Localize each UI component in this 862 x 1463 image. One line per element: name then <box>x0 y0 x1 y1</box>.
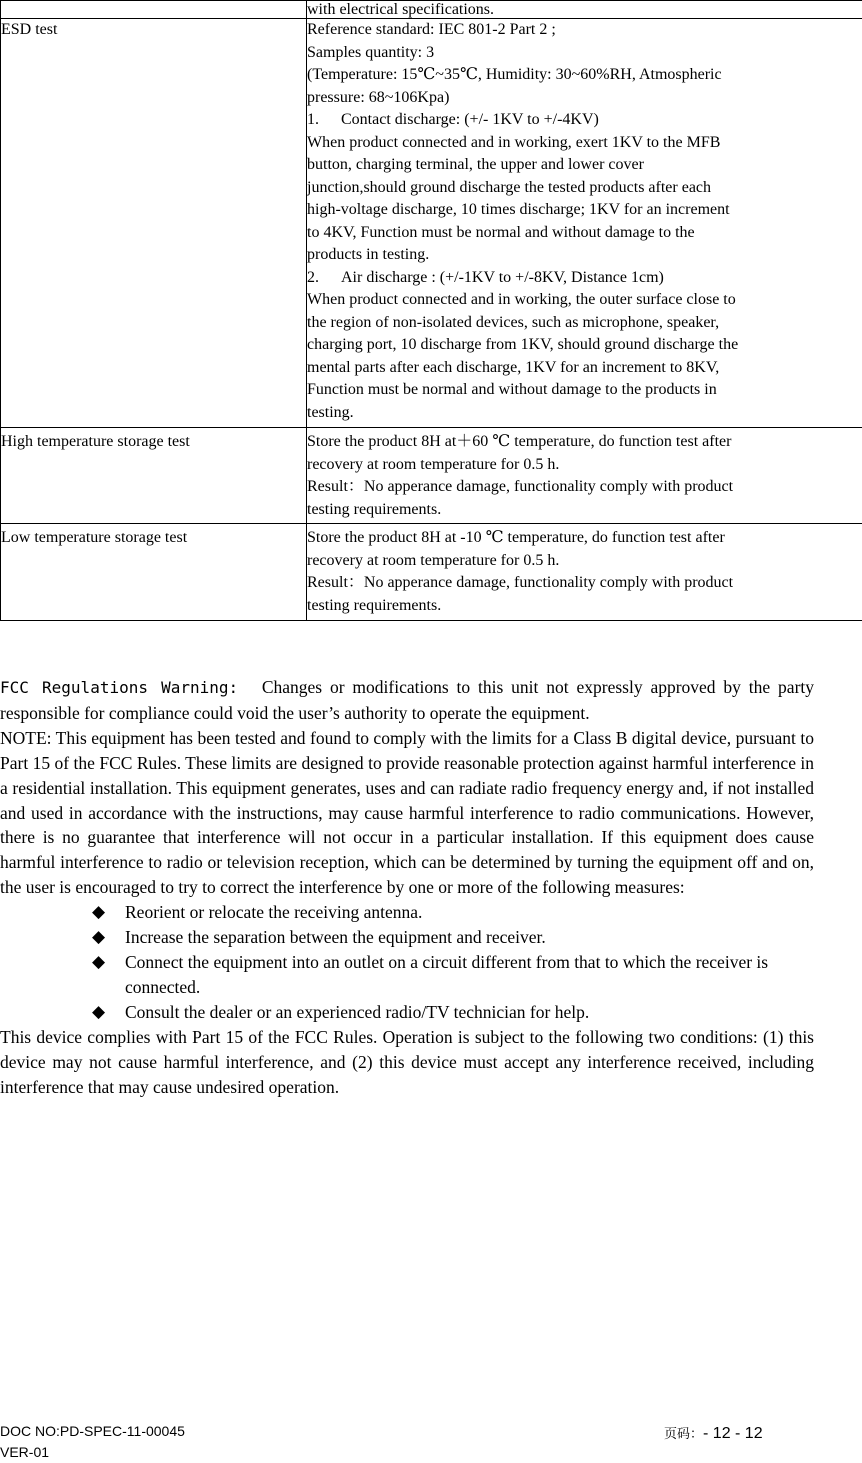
spec-line: testing. <box>307 403 354 421</box>
compliance-statement: This device complies with Part 15 of the FCC Rules. Operation is subject to the following two conditions: (1) this device may not cause harmful interference, and (2) this device must accept any interference received, including interference that may cause undesired operation. <box>0 1026 814 1097</box>
page-label: 页码： <box>664 1426 704 1441</box>
diamond-bullet-icon: ◆ <box>92 1001 106 1022</box>
fcc-note: NOTE: This equipment has been tested and found to comply with the limits for a Class B digital device, pursuant to Part 15 of the FCC Rules. These limits are designed to provide reasonable protection against harmful interference in a residential installation. This equipment generates, uses and can radiate radio frequency energy and, if not installed and used in accordance with the instructions, may cause harmful interference to radio communications. However, there is no guarantee that interference will not occur in a particular installation. If this equipment does cause harmful interference to radio or television reception, which can be determined by turning the equipment off and on, the user is encouraged to try to correct the interference by one or more of the following measures: <box>0 727 814 898</box>
spec-line: Reference standard: IEC 801-2 Part 2 ; <box>307 21 556 38</box>
item-title: Contact discharge: (+/- 1KV to +/-4KV) <box>341 111 599 128</box>
spec-item-heading <box>307 109 862 132</box>
item-title: Air discharge : (+/-1KV to +/-8KV, Distance 1cm) <box>341 268 664 286</box>
table-row-esd <box>1 19 862 428</box>
page-value: - 12 - 12 <box>703 1425 763 1442</box>
measures-list <box>0 900 814 1025</box>
fcc-paragraph <box>0 675 814 726</box>
spec-table <box>0 0 862 621</box>
test-name-low-temp: Low temperature storage test <box>1 524 307 621</box>
list-item <box>0 1000 814 1025</box>
spec-line: junction,should ground discharge the tested products after each <box>307 178 712 196</box>
list-item <box>0 900 814 925</box>
list-item <box>0 925 814 950</box>
page-number <box>664 1423 763 1443</box>
spec-cell-low-temp <box>307 524 862 621</box>
spec-line: charging port, 10 discharge from 1KV, should ground discharge the <box>307 336 739 353</box>
spec-line: to 4KV, Function must be normal and without damage to the <box>307 223 695 241</box>
item-number: 1. <box>307 111 319 128</box>
spec-cell <box>307 1 862 19</box>
spec-line: When product connected and in working, the outer surface close to <box>307 291 736 308</box>
spec-line: recovery at room temperature for 0.5 h. <box>307 455 560 473</box>
item-number: 2. <box>307 268 319 286</box>
table-row-low-temp <box>1 524 862 621</box>
spec-line: mental parts after each discharge, 1KV for an increment to 8KV, <box>307 358 720 376</box>
spec-item-heading <box>307 267 862 290</box>
spec-line: Result：No apperance damage, functionality comply with product <box>307 478 734 495</box>
spec-line: high-voltage discharge, 10 times discharge; 1KV for an increment <box>307 201 730 218</box>
spec-line: button, charging terminal, the upper and lower cover <box>307 156 644 173</box>
spec-line: testing requirements. <box>307 596 442 614</box>
spec-line: Function must be normal and without damage to the products in <box>307 381 717 398</box>
spec-cell-esd <box>307 19 862 428</box>
spec-line: When product connected and in working, exert 1KV to the MFB <box>307 133 721 151</box>
version: VER-01 <box>0 1444 50 1460</box>
fcc-section <box>0 675 814 1099</box>
table-row-high-temp <box>1 428 862 524</box>
diamond-bullet-icon: ◆ <box>92 927 106 948</box>
list-item <box>0 950 814 1000</box>
fcc-heading: FCC Regulations Warning: <box>0 678 239 697</box>
table-row <box>1 1 862 19</box>
measure-text: Connect the equipment into an outlet on a circuit different from that to which the receiver is connected. <box>125 951 769 997</box>
spec-line: Result：No apperance damage, functionality comply with product <box>307 574 734 591</box>
spec-line: with electrical specifications. <box>307 1 495 18</box>
diamond-bullet-icon: ◆ <box>92 951 106 972</box>
empty-cell <box>1 1 307 19</box>
test-name-high-temp: High temperature storage test <box>1 428 307 524</box>
spec-line: Store the product 8H at＋60 ℃ temperature, do function test after <box>307 433 732 450</box>
measure-text: Consult the dealer or an experienced radio/TV technician for help. <box>125 1001 590 1022</box>
spec-line: the region of non-isolated devices, such as microphone, speaker, <box>307 313 720 331</box>
spec-line: testing requirements. <box>307 500 442 518</box>
doc-number: DOC NO:PD-SPEC-11-00045 <box>0 1423 185 1439</box>
spec-line: recovery at room temperature for 0.5 h. <box>307 551 560 569</box>
fcc-intro: Changes or modifications to this unit not expressly approved by the party responsible for compliance could void the user’s authority to operate the equipment. <box>0 677 815 723</box>
spec-line: Samples quantity: 3 <box>307 43 435 61</box>
spec-cell-high-temp <box>307 428 862 524</box>
measure-text: Increase the separation between the equipment and receiver. <box>125 927 546 948</box>
diamond-bullet-icon: ◆ <box>92 902 106 923</box>
spec-line: (Temperature: 15℃~35℃, Humidity: 30~60%RH, Atmospheric <box>307 66 722 83</box>
measure-text: Reorient or relocate the receiving antenna. <box>125 902 423 923</box>
spec-line: Store the product 8H at -10 ℃ temperature, do function test after <box>307 529 725 546</box>
spec-line: products in testing. <box>307 246 430 263</box>
test-name-esd: ESD test <box>1 19 307 428</box>
spec-line: pressure: 68~106Kpa) <box>307 88 450 106</box>
